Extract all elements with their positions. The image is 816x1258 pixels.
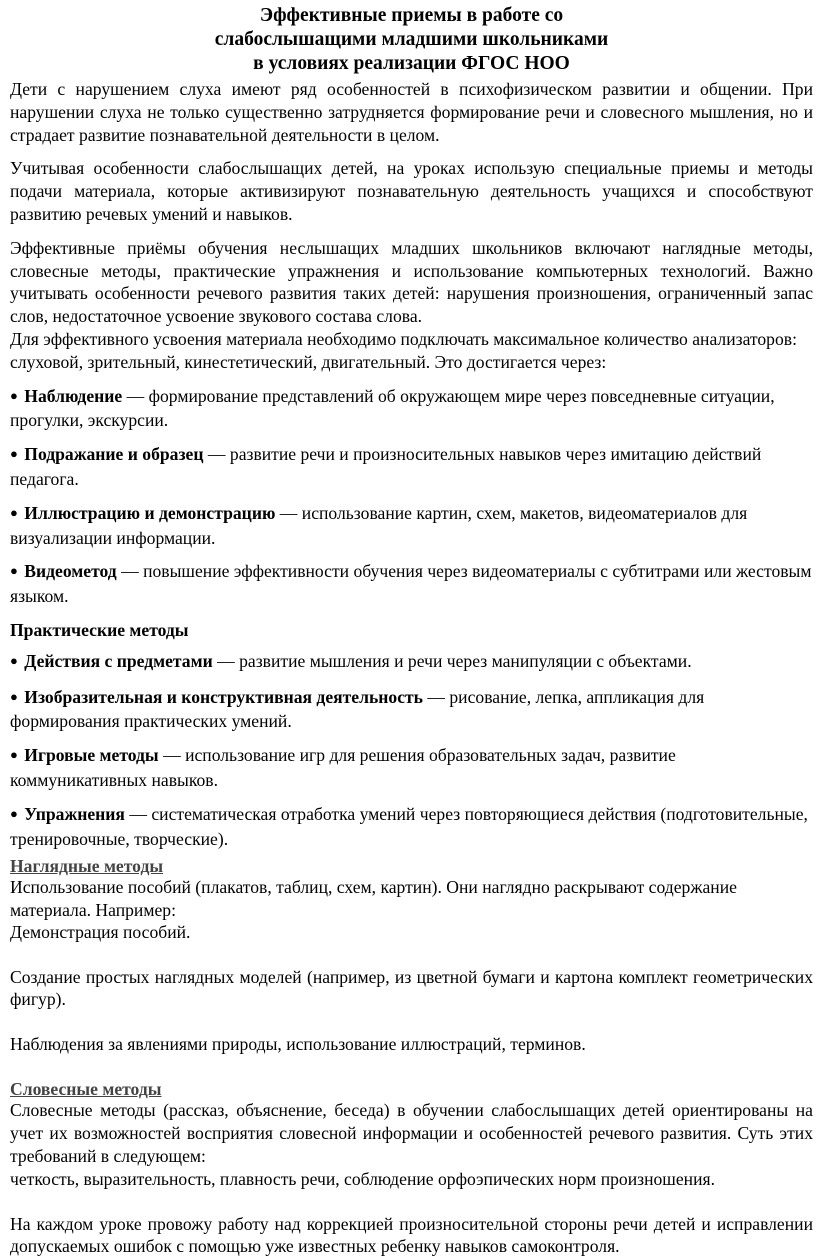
visual-methods-paragraph-4: Наблюдения за явлениями природы, использование иллюстраций, терминов. bbox=[10, 1033, 813, 1056]
list-item-term: Видеометод bbox=[24, 561, 116, 581]
bullet-icon: ● bbox=[10, 505, 18, 520]
bullet-icon: ● bbox=[10, 653, 18, 668]
spacer bbox=[10, 1011, 813, 1033]
visual-methods-paragraph-3: Создание простых наглядных моделей (например, из цветной бумаги и картона комплект геометрических фигур). bbox=[10, 966, 813, 1011]
list-item-term: Наблюдение bbox=[24, 386, 122, 406]
title-line-1: Эффективные приемы в работе со bbox=[10, 4, 813, 28]
title-line-3: в условиях реализации ФГОС НОО bbox=[10, 52, 813, 76]
list-item bbox=[10, 443, 813, 491]
list-item-term: Упражнения bbox=[24, 804, 125, 824]
list-item-text: — рисование, лепка, аппликация для формирования практических умений. bbox=[10, 687, 704, 732]
intro-paragraph-3: Эффективные приёмы обучения неслышащих младших школьников включают наглядные методы, словесные методы, практические упражнения и использование компьютерных технологий. Важно учитывать особенности речевого развития таких детей: нарушения произношения, ограниченный запас слов, недостаточное усвоение звукового состава слова. bbox=[10, 237, 813, 328]
verbal-methods-paragraph-3: На каждом уроке провожу работу над коррекцией произносительной стороны речи детей и исправлении допускаемых ошибок с помощью уже известных ребенку навыков самоконтроля. bbox=[10, 1213, 813, 1258]
list-item-term: Игровые методы bbox=[24, 745, 158, 765]
list-item-text: — развитие речи и произносительных навыков через имитацию действий педагога. bbox=[10, 444, 761, 489]
visual-methods-paragraph-2: Демонстрация пособий. bbox=[10, 921, 813, 944]
verbal-methods-paragraph-1: Словесные методы (рассказ, объяснение, беседа) в обучении слабослышащих детей ориентированы на учет их возможностей восприятия словесной информации и особенностей речевого развития. Суть этих требований в следующем: bbox=[10, 1099, 813, 1167]
list-item-text: — повышение эффективности обучения через видеоматериалы с субтитрами или жестовым языком. bbox=[10, 561, 812, 606]
list-item-text: — систематическая отработка умений через повторяющиеся действия (подготовительные, тренировочные, творческие). bbox=[10, 804, 808, 849]
list-item bbox=[10, 803, 813, 851]
document-page bbox=[10, 4, 813, 1258]
verbal-methods-heading: Словесные методы bbox=[10, 1079, 813, 1099]
verbal-methods-paragraph-2: четкость, выразительность, плавность речи, соблюдение орфоэпических норм произношения. bbox=[10, 1168, 813, 1191]
visual-methods-heading: Наглядные методы bbox=[10, 856, 813, 876]
list-item-term: Действия с предметами bbox=[24, 651, 212, 671]
spacer bbox=[10, 944, 813, 966]
bullet-icon: ● bbox=[10, 446, 18, 461]
intro-paragraph-1: Дети с нарушением слуха имеют ряд особенностей в психофизическом развитии и общении. При нарушении слуха не только существенно затрудняется формирование речи и словесного мышления, но и страдает развитие познавательной деятельности в целом. bbox=[10, 78, 813, 146]
list-item bbox=[10, 502, 813, 550]
list-item bbox=[10, 686, 813, 734]
list-item-text: — использование картин, схем, макетов, видеоматериалов для визуализации информации. bbox=[10, 503, 747, 548]
practical-methods-heading: Практические методы bbox=[10, 619, 813, 642]
intro-paragraph-4: Для эффективного усвоения материала необходимо подключать максимальное количество анализаторов: слуховой, зрительный, кинестетический, двигательный. Это достигается через: bbox=[10, 328, 813, 374]
list-item bbox=[10, 744, 813, 792]
list-item-text: — развитие мышления и речи через манипуляции с объектами. bbox=[213, 651, 692, 671]
spacer bbox=[10, 1191, 813, 1213]
bullet-icon: ● bbox=[10, 388, 18, 403]
visual-methods-paragraph-1: Использование пособий (плакатов, таблиц, схем, картин). Они наглядно раскрывают содержание материала. Например: bbox=[10, 876, 813, 921]
list-item-text: — использование игр для решения образовательных задач, развитие коммуникативных навыков. bbox=[10, 745, 676, 790]
list-item-term: Изобразительная и конструктивная деятельность bbox=[24, 687, 423, 707]
list-item-text: — формирование представлений об окружающем мире через повседневные ситуации, прогулки, экскурсии. bbox=[10, 386, 775, 431]
list-item bbox=[10, 560, 813, 608]
bullet-icon: ● bbox=[10, 689, 18, 704]
list-item bbox=[10, 385, 813, 433]
list-item bbox=[10, 650, 813, 675]
intro-paragraph-2: Учитывая особенности слабослышащих детей, на уроках использую специальные приемы и методы подачи материала, которые активизируют познавательную деятельность учащихся и способствуют развитию речевых умений и навыков. bbox=[10, 157, 813, 225]
document-title bbox=[10, 4, 813, 76]
bullet-icon: ● bbox=[10, 806, 18, 821]
spacer bbox=[10, 1055, 813, 1077]
bullet-icon: ● bbox=[10, 747, 18, 762]
list-item-term: Подражание и образец bbox=[24, 444, 203, 464]
bullet-icon: ● bbox=[10, 563, 18, 578]
list-item-term: Иллюстрацию и демонстрацию bbox=[24, 503, 275, 523]
title-line-2: слабослышащими младшими школьниками bbox=[10, 28, 813, 52]
